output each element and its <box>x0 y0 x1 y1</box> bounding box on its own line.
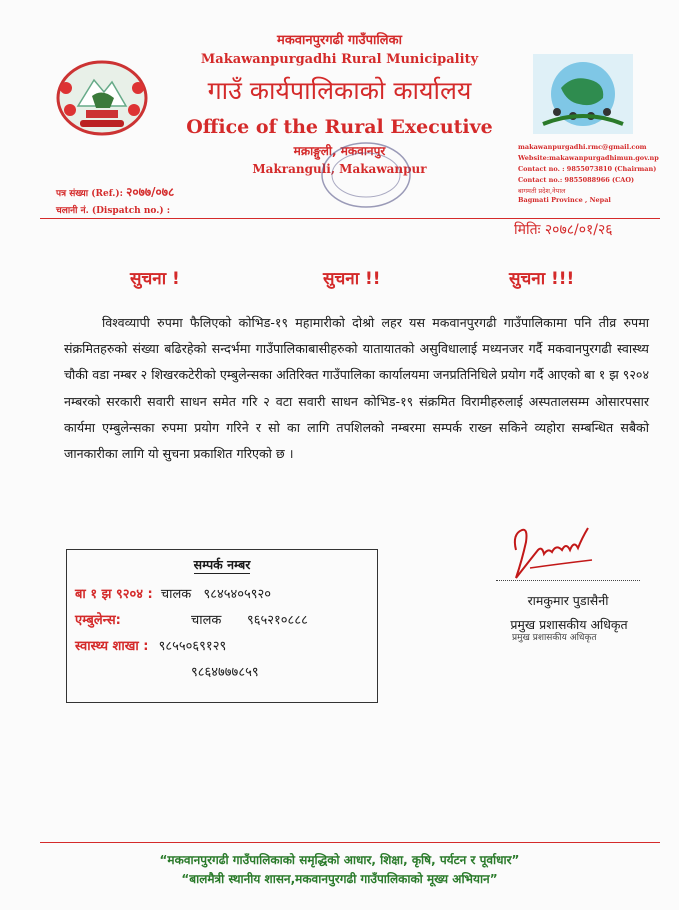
contact-row <box>75 610 308 628</box>
contact-row <box>75 584 271 602</box>
office-stamp-icon <box>318 140 414 210</box>
contact-row-role: चालक <box>160 587 192 602</box>
contact-box-title <box>67 556 377 573</box>
contact-website: Website:makawanpurgadhimun.gov.np <box>518 154 659 162</box>
header-divider <box>40 218 660 219</box>
signatory-name: रामकुमार पुडासैनी <box>527 593 609 608</box>
contact-row-role: चालक <box>191 613 222 628</box>
date-label: मितिः <box>514 222 541 238</box>
footer-divider <box>40 842 660 843</box>
contact-row-label: स्वास्थ्य शाखा : <box>75 639 149 654</box>
office-title-en: Office of the Rural Executive <box>186 116 493 138</box>
contact-row-number: ९६५२१०८८८ <box>247 613 308 628</box>
contact-row-number: ९८५५०६९१२९ <box>158 639 227 654</box>
notice-body: विश्वव्यापी रुपमा फैलिएको कोभिड-१९ महामारीको दोश्रो लहर यस मकवानपुरगढी गाउँपालिकामा पनि तीव्र रुपमा संक्रमितहरुको संख्या बढिरहेको सन्दर्भमा गाउँपालिकाबासीहरुको यातायातको असुविधालाई मध्यनजर गर्दै मकवानपुरगढी स्वास्थ्य चौकी वडा नम्बर २ शिखरकटेरीको एम्बुलेन्सका अतिरिक्त गाउँपालिका कार्यालयमा जनप्रतिनिधिले प्रयोग गर्दै आएको बा १ झ ९२०४ नम्बरको सरकारी सवारी साधन समेत गरि २ वटा सवारी साधन कोभिड-१९ संक्रमित विरामीहरुलाई अस्पतालसम्म ओसारपसार कार्यमा एम्बुलेन्सका रुपमा प्रयोग गरिने र सो का लागि तपशिलको नम्बरमा सम्पर्क राख्न सकिने व्यहोरा सम्बन्धित सबैको जानकारीका लागि यो सुचना प्रकाशित गरिएको छ । <box>64 315 649 462</box>
province-en: Bagmati Province , Nepal <box>518 196 611 204</box>
date-value: २०७८/०१/२६ <box>544 222 613 238</box>
signatory-title: प्रमुख प्रशासकीय अधिकृत <box>510 617 628 632</box>
contact-number-box <box>66 549 378 703</box>
contact-row-label: एम्बुलेन्स: <box>75 613 121 628</box>
notice-title-1: सुचना ! <box>130 269 180 289</box>
dispatch-label: चलानी नं. (Dispatch no.) : <box>56 206 171 216</box>
notice-title-2: सुचना !! <box>323 269 381 289</box>
ref-value: २०७७/०७८ <box>126 185 175 199</box>
ref-label: पत्र संख्या (Ref.): <box>56 189 123 199</box>
footer-slogan-2: “बालमैत्री स्थानीय शासन,मकवानपुरगढी गाउँपालिकाको मूख्य अभियान” <box>181 872 498 886</box>
date-line <box>514 220 613 239</box>
contact-row-label: बा १ झ ९२०४ : <box>75 587 153 602</box>
signature-line <box>496 580 640 581</box>
contact-row <box>191 662 259 680</box>
address-en: Makranguli, Makawanpur <box>252 162 427 176</box>
contact-box-title-text: सम्पर्क नम्बर <box>193 557 251 572</box>
office-title-np: गाउँ कार्यपालिकाको कार्यालय <box>207 76 472 105</box>
contact-row <box>75 636 226 654</box>
ref-line <box>56 183 174 200</box>
footer-slogan-1: “मकवानपुरगढी गाउँपालिकाको समृद्धिको आधार, शिक्षा, कृषि, पर्यटन र पूर्वाधार” <box>159 853 520 867</box>
municipality-name-en: Makawanpurgadhi Rural Municipality <box>200 52 479 67</box>
address-np: मक्राङ्गुली, मकवानपुर <box>293 144 386 158</box>
contact-cao: Contact no.: 9855088966 (CAO) <box>518 176 635 184</box>
contact-email: makawanpurgadhi.rmc@gmail.com <box>518 143 647 151</box>
contact-chairman: Contact no. : 9855073810 (Chairman) <box>518 165 657 173</box>
child-friendly-logo-icon <box>533 54 633 134</box>
contact-row-number: ९८४५४०५९२० <box>203 587 272 602</box>
notice-title-3: सुचना !!! <box>509 269 575 289</box>
province-np: बागमती प्रदेश,नेपाल <box>518 187 566 195</box>
signatory-stamp: प्रमुख प्रशासकीय अधिकृत <box>512 633 597 643</box>
contact-row-number: ९८६४७७७८५९ <box>191 665 259 680</box>
municipality-name-np: मकवानपुरगढी गाउँपालिका <box>277 33 402 48</box>
signature-icon <box>508 520 600 588</box>
